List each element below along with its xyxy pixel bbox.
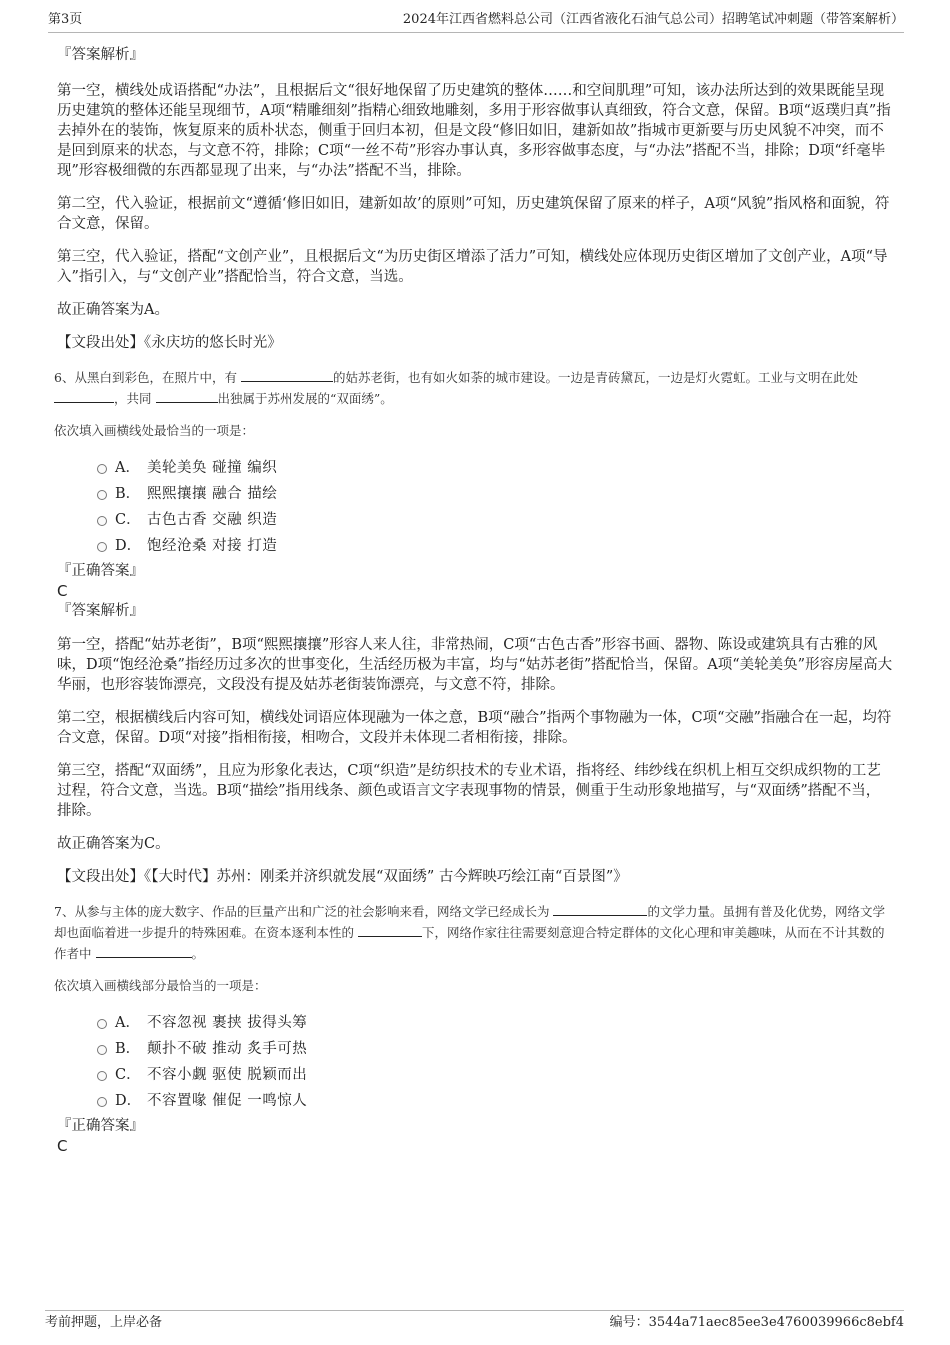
page-footer bbox=[45, 1310, 904, 1335]
radio-icon[interactable] bbox=[97, 1097, 107, 1107]
source-citation: 【文段出处】《永庆坊的悠长时光》 bbox=[57, 335, 282, 351]
radio-icon[interactable] bbox=[97, 490, 107, 500]
radio-icon[interactable] bbox=[97, 516, 107, 526]
correct-answer-label: 『正确答案』 bbox=[57, 563, 144, 579]
option-a[interactable]: A． 不容忽视 裹挟 拔得头筹 bbox=[57, 1010, 895, 1036]
analysis-paragraph: 第二空，根据横线后内容可知，横线处词语应体现融为一体之意，B项“融合”指两个事物融为一体，C项“交融”指融合在一起，均符合文意，保留。D项“对接”指相衔接，相吻合，文段并未体现二者相衔接，排除。 bbox=[57, 710, 892, 746]
fill-blank bbox=[96, 943, 192, 958]
radio-icon[interactable] bbox=[97, 1071, 107, 1081]
analysis-paragraph: 第一空，横线处成语搭配“办法”，且根据后文“很好地保留了历史建筑的整体……和空间肌理”可知，该办法所达到的效果既能呈现历史建筑的整体还能呈现细节，A项“精雕细刻”指精心细致地雕刻，多用于形容做事认真细致，符合文意，保留。B项“返璞归真”指去掉外在的装饰，恢复原来的质朴状态，侧重于回归本初，但是文段“修旧如旧，建新如故”指城市更新要与历史风貌不冲突，而不是回到原来的状态，与文意不符，排除；C项“一丝不苟”形容办事认真，多形容做事态度，与“办法”搭配不当，排除；D项“纤毫毕现”形容极细微的东西都显现了出来，与“办法”搭配不当，排除。 bbox=[57, 83, 891, 179]
correct-answer: C bbox=[57, 582, 68, 600]
fill-blank bbox=[553, 901, 647, 916]
conclusion: 故正确答案为C。 bbox=[57, 836, 170, 852]
analysis-paragraph: 第二空，代入验证，根据前文“遵循‘修旧如旧，建新如故’的原则”可知，历史建筑保留了原来的样子，A项“风貌”指风格和面貌，符合文意，保留。 bbox=[57, 196, 890, 232]
correct-answer-label: 『正确答案』 bbox=[57, 1118, 144, 1134]
analysis-paragraph: 第一空，搭配“姑苏老街”，B项“熙熙攘攘”形容人来人往，非常热闹，C项“古色古香”形容书画、器物、陈设或建筑具有古雅的风味，D项“饱经沧桑”指经历过多次的世事变化，生活经历极为丰富，均与“姑苏老街”搭配恰当，保留。A项“美轮美奂”形容房屋高大华丽，也形容装饰漂亮，文段没有提及姑苏老街装饰漂亮，与文意不符，排除。 bbox=[57, 637, 893, 693]
analysis-paragraph: 第三空，搭配“双面绣”，且应为形象化表达，C项“织造”是纺织技术的专业术语，指将经、纬纱线在织机上相互交织成织物的工艺过程，符合文意，当选。B项“描绘”指用线条、颜色或语言文字表现事物的情景，侧重于生动形象地描写，与“双面绣”搭配不当，排除。 bbox=[57, 763, 881, 819]
radio-icon[interactable] bbox=[97, 1045, 107, 1055]
option-d[interactable]: D． 饱经沧桑 对接 打造 bbox=[57, 533, 895, 559]
page-content bbox=[54, 42, 895, 1156]
correct-answer: C bbox=[57, 1137, 68, 1155]
question-instruction: 依次填入画横线处最恰当的一项是： bbox=[54, 423, 255, 438]
fill-blank bbox=[54, 388, 114, 403]
page-header bbox=[48, 10, 904, 33]
footer-slogan: 考前押题，上岸必备 bbox=[45, 1315, 163, 1330]
question-stem: 7、从参与主体的庞大数字、作品的巨量产出和广泛的社会影响来看，网络文学已经成长为 的文学力量。虽拥有普及化优势，网络文学却也面临着进一步提升的特殊困难。在资本逐利本性的 下，网络作家往往需要刻意迎合特定群体的文化心理和审美趣味，从而在不计其数的作者中 。 bbox=[54, 901, 886, 964]
option-b[interactable]: B． 熙熙攘攘 融合 描绘 bbox=[57, 481, 895, 507]
source-citation: 【文段出处】《【大时代】苏州：刚柔并济织就发展“双面绣” 古今辉映巧绘江南“百景图”》 bbox=[57, 869, 628, 885]
analysis-label: 『答案解析』 bbox=[57, 603, 144, 619]
document-title: 2024年江西省燃料总公司（江西省液化石油气总公司）招聘笔试冲刺题（带答案解析） bbox=[402, 12, 904, 27]
option-a[interactable]: A． 美轮美奂 碰撞 编织 bbox=[57, 455, 895, 481]
option-d[interactable]: D． 不容置喙 催促 一鸣惊人 bbox=[57, 1088, 895, 1114]
option-b[interactable]: B． 颠扑不破 推动 炙手可热 bbox=[57, 1036, 895, 1062]
analysis-paragraph: 第三空，代入验证，搭配“文创产业”，且根据后文“为历史街区增添了活力”可知，横线处应体现历史街区增加了文创产业，A项“导入”指引入，与“文创产业”搭配恰当，符合文意，当选。 bbox=[57, 249, 888, 285]
analysis-label: 『答案解析』 bbox=[57, 47, 144, 63]
option-c[interactable]: C． 不容小觑 驱使 脱颖而出 bbox=[57, 1062, 895, 1088]
radio-icon[interactable] bbox=[97, 464, 107, 474]
options-list bbox=[57, 1010, 895, 1114]
document-id: 编号：3544a71aec85ee3e4760039966c8ebf4 bbox=[609, 1315, 904, 1330]
question-stem: 6、从黑白到彩色，在照片中，有 的姑苏老街，也有如火如荼的城市建设。一边是青砖黛瓦，一边是灯火霓虹。工业与文明在此处 ，共同 出独属于苏州发展的“双面绣”。 bbox=[54, 367, 884, 409]
fill-blank bbox=[358, 922, 422, 937]
options-list bbox=[57, 455, 895, 559]
option-c[interactable]: C． 古色古香 交融 织造 bbox=[57, 507, 895, 533]
conclusion: 故正确答案为A。 bbox=[57, 302, 169, 318]
radio-icon[interactable] bbox=[97, 1019, 107, 1029]
radio-icon[interactable] bbox=[97, 542, 107, 552]
page-number: 第3页 bbox=[48, 12, 83, 27]
fill-blank bbox=[241, 367, 333, 382]
fill-blank bbox=[156, 388, 218, 403]
question-instruction: 依次填入画横线部分最恰当的一项是： bbox=[54, 978, 267, 993]
